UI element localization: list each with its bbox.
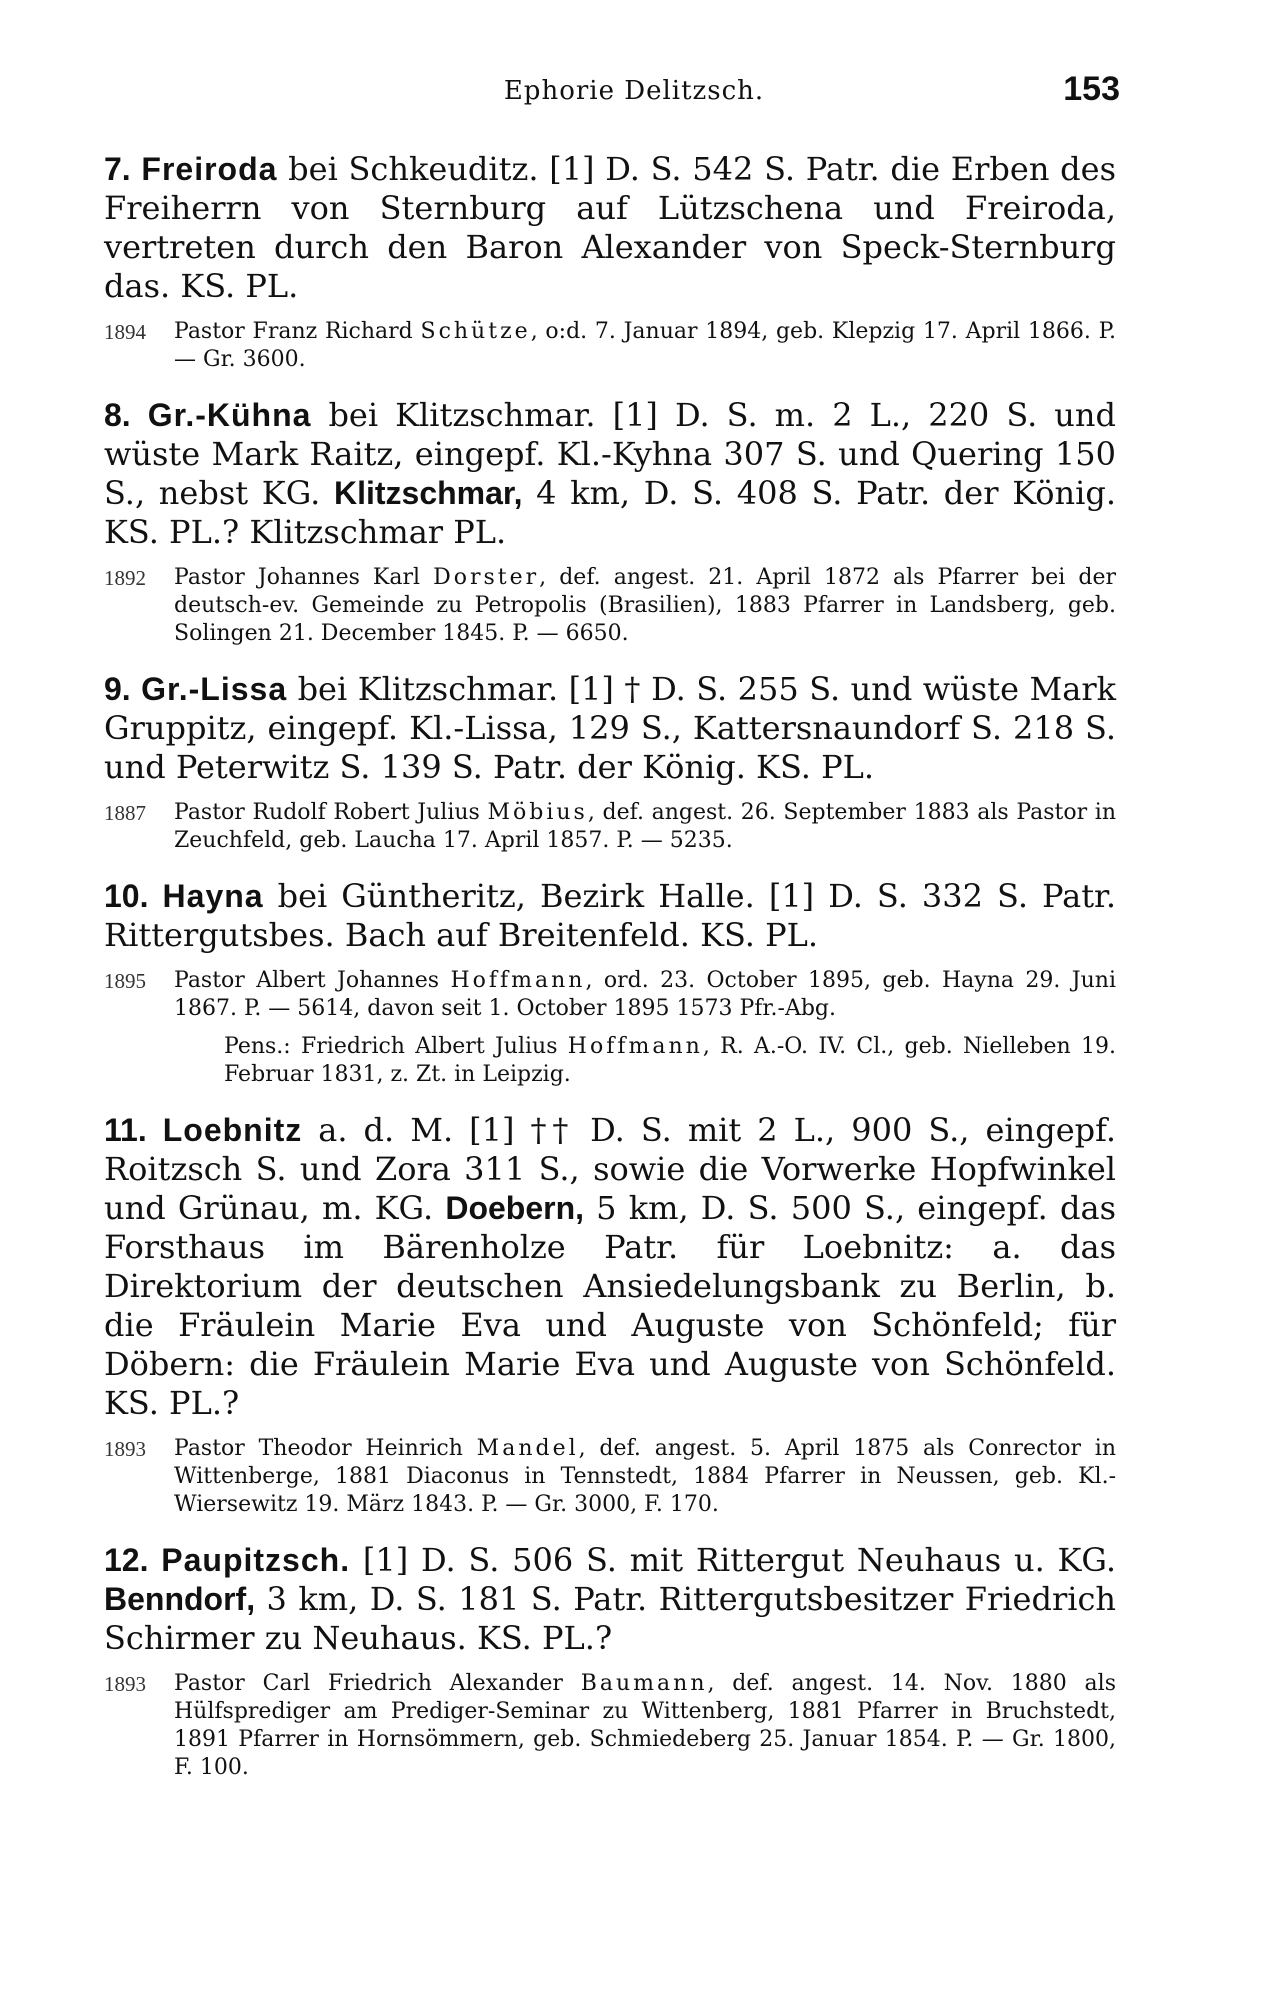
entry-number: 9. [104, 671, 131, 707]
entry-name: Paupitzsch. [161, 1542, 351, 1578]
entry-text: bei Güntheritz, Bezirk Halle. [1] D. S. 332 S. Patr. Rittergutsbes. Bach auf Breitenfeld. KS. PL. [104, 877, 1117, 954]
pastor-year: 1892 [104, 566, 146, 590]
entry-body [104, 150, 1116, 306]
entry-name: Loebnitz [162, 1112, 303, 1148]
entry-number: 11. [104, 1112, 147, 1148]
pastor-note [104, 967, 1116, 1023]
pastor-surname: Schütze [420, 319, 531, 344]
pastor-note [104, 1435, 1116, 1519]
pastor-text [174, 564, 1116, 648]
pastor-year: 1893 [104, 1672, 146, 1696]
pastor-text-pre: Pastor Johannes Karl [174, 565, 434, 590]
pastor-text-pre: Pastor Carl Friedrich Alexander [174, 1671, 581, 1696]
entry-body [104, 396, 1116, 552]
pension-note [224, 1033, 1116, 1089]
pastor-note [104, 1670, 1116, 1782]
pastor-text-pre: Pastor Rudolf Robert Julius [174, 800, 488, 825]
entry-name: Hayna [162, 878, 264, 914]
entry-paupitzsch [104, 1541, 1116, 1782]
pastor-surname: Dorster [433, 565, 540, 590]
pastor-text [174, 1435, 1116, 1519]
entry-body [104, 877, 1116, 955]
entry-name: Freiroda [141, 151, 278, 187]
parish-name: Klitzschmar, [333, 475, 523, 511]
entry-body [104, 1541, 1116, 1658]
pastor-text-post: , def. angest. 14. Nov. 1880 als Hülfsprediger am Prediger-Seminar zu Wittenberg, 1881 Pfarrer in Bruchstedt, 1891 Pfarrer in Hornsömmern, geb. Schmiedeberg 25. Januar 1854. P. — Gr. 1800, F. 100. [174, 1671, 1116, 1780]
pastor-text [174, 799, 1116, 855]
pastor-surname: Baumann [580, 1671, 708, 1696]
entry-text: bei Klitzschmar. [1] † D. S. 255 S. und wüste Mark Gruppitz, eingepf. Kl.-Lissa, 129 S., Kattersnaundorf S. 218 S. und Peterwitz S. 139 S. Patr. der König. KS. PL. [104, 670, 1117, 786]
entry-text-cont: 4 km, D. S. 408 S. Patr. der König. KS. PL.? Klitzschmar PL. [104, 474, 1117, 551]
pastor-text-post: , def. angest. 26. September 1883 als Pastor in Zeuchfeld, geb. Laucha 17. April 1857. P. — 5235. [174, 800, 1117, 853]
entry-freiroda [104, 150, 1116, 374]
pastor-text [174, 318, 1116, 374]
pastor-text-post: , def. angest. 21. April 1872 als Pfarrer bei der deutsch-ev. Gemeinde zu Petropolis (Brasilien), 1883 Pfarrer in Landsberg, geb. Solingen 21. December 1845. P. — 6650. [174, 565, 1116, 646]
pension-text-pre: Pens.: Friedrich Albert Julius [224, 1034, 568, 1059]
pastor-year: 1887 [104, 801, 146, 825]
pastor-year: 1895 [104, 969, 146, 993]
pastor-text-pre: Pastor Theodor Heinrich [174, 1436, 477, 1461]
pastor-note [104, 564, 1116, 648]
parish-name: Doebern, [445, 1190, 585, 1226]
entry-number: 10. [104, 878, 149, 914]
pastor-surname: Mandel [476, 1436, 579, 1461]
page-number: 153 [1063, 70, 1120, 108]
running-title: Ephorie Delitzsch. [503, 76, 765, 106]
pastor-text-pre: Pastor Albert Johannes [174, 968, 451, 993]
pastor-year: 1893 [104, 1437, 146, 1461]
entry-loebnitz [104, 1111, 1116, 1519]
text-body [104, 150, 1116, 1804]
parish-name: Benndorf, [104, 1581, 256, 1617]
entry-text-cont: 3 km, D. S. 181 S. Patr. Rittergutsbesitzer Friedrich Schirmer zu Neuhaus. KS. PL.? [104, 1580, 1116, 1657]
entry-body [104, 1111, 1116, 1423]
entry-gr-kuehna [104, 396, 1116, 648]
entry-text: a. d. M. [1] †† D. S. mit 2 L., 900 S., eingepf. Roitzsch S. und Zora 311 S., sowie die Vorwerke Hopfwinkel und Grünau, m. KG. [104, 1111, 1117, 1227]
pastor-text [174, 967, 1116, 1023]
pastor-text-post: , ord. 23. October 1895, geb. Hayna 29. Juni 1867. P. — 5614, davon seit 1. October 1895 1573 Pfr.-Abg. [174, 968, 1116, 1021]
pastor-text-pre: Pastor Franz Richard [174, 319, 421, 344]
entry-hayna [104, 877, 1116, 1089]
pastor-text-post: , o:d. 7. Januar 1894, geb. Klepzig 17. April 1866. P. — Gr. 3600. [174, 319, 1116, 372]
entry-body [104, 670, 1116, 787]
pension-surname: Hoffmann [567, 1034, 703, 1059]
pastor-note [104, 318, 1116, 374]
entry-number: 12. [104, 1542, 149, 1578]
entry-text-cont: 5 km, D. S. 500 S., eingepf. das Forsthaus im Bärenholze Patr. für Loebnitz: a. das Direktorium der deutschen Ansiedelungsbank zu Berlin, b. die Fräulein Marie Eva und Auguste von Schönfeld; für Döbern: die Fräulein Marie Eva und Auguste von Schönfeld. KS. PL.? [104, 1189, 1117, 1422]
entry-text: bei Klitzschmar. [1] D. S. m. 2 L., 220 S. und wüste Mark Raitz, eingepf. Kl.-Kyhna 307 S. und Quering 150 S., nebst KG. [104, 396, 1117, 512]
page-header [0, 70, 1268, 120]
pastor-surname: Hoffmann [450, 968, 586, 993]
entry-name: Gr.-Kühna [147, 397, 312, 433]
pastor-text [174, 1670, 1116, 1782]
entry-text: bei Schkeuditz. [1] D. S. 542 S. Patr. die Erben des Freiherrn von Sternburg auf Lützschena und Freiroda, vertreten durch den Baron Alexander von Speck-Sternburg das. KS. PL. [104, 150, 1117, 305]
pension-text-post: , R. A.-O. IV. Cl., geb. Nielleben 19. Februar 1831, z. Zt. in Leipzig. [224, 1034, 1116, 1087]
pastor-text-post: , def. angest. 5. April 1875 als Conrector in Wittenberge, 1881 Diaconus in Tennstedt, 1884 Pfarrer in Neussen, geb. Kl.-Wiersewitz 19. März 1843. P. — Gr. 3000, F. 170. [174, 1436, 1116, 1517]
entry-text: [1] D. S. 506 S. mit Rittergut Neuhaus u. KG. [350, 1541, 1117, 1579]
pastor-year: 1894 [104, 320, 146, 344]
entry-number: 7. [104, 151, 131, 187]
entry-name: Gr.-Lissa [141, 671, 288, 707]
entry-number: 8. [104, 397, 131, 433]
pastor-note [104, 799, 1116, 855]
pastor-surname: Möbius [487, 800, 588, 825]
entry-gr-lissa [104, 670, 1116, 855]
